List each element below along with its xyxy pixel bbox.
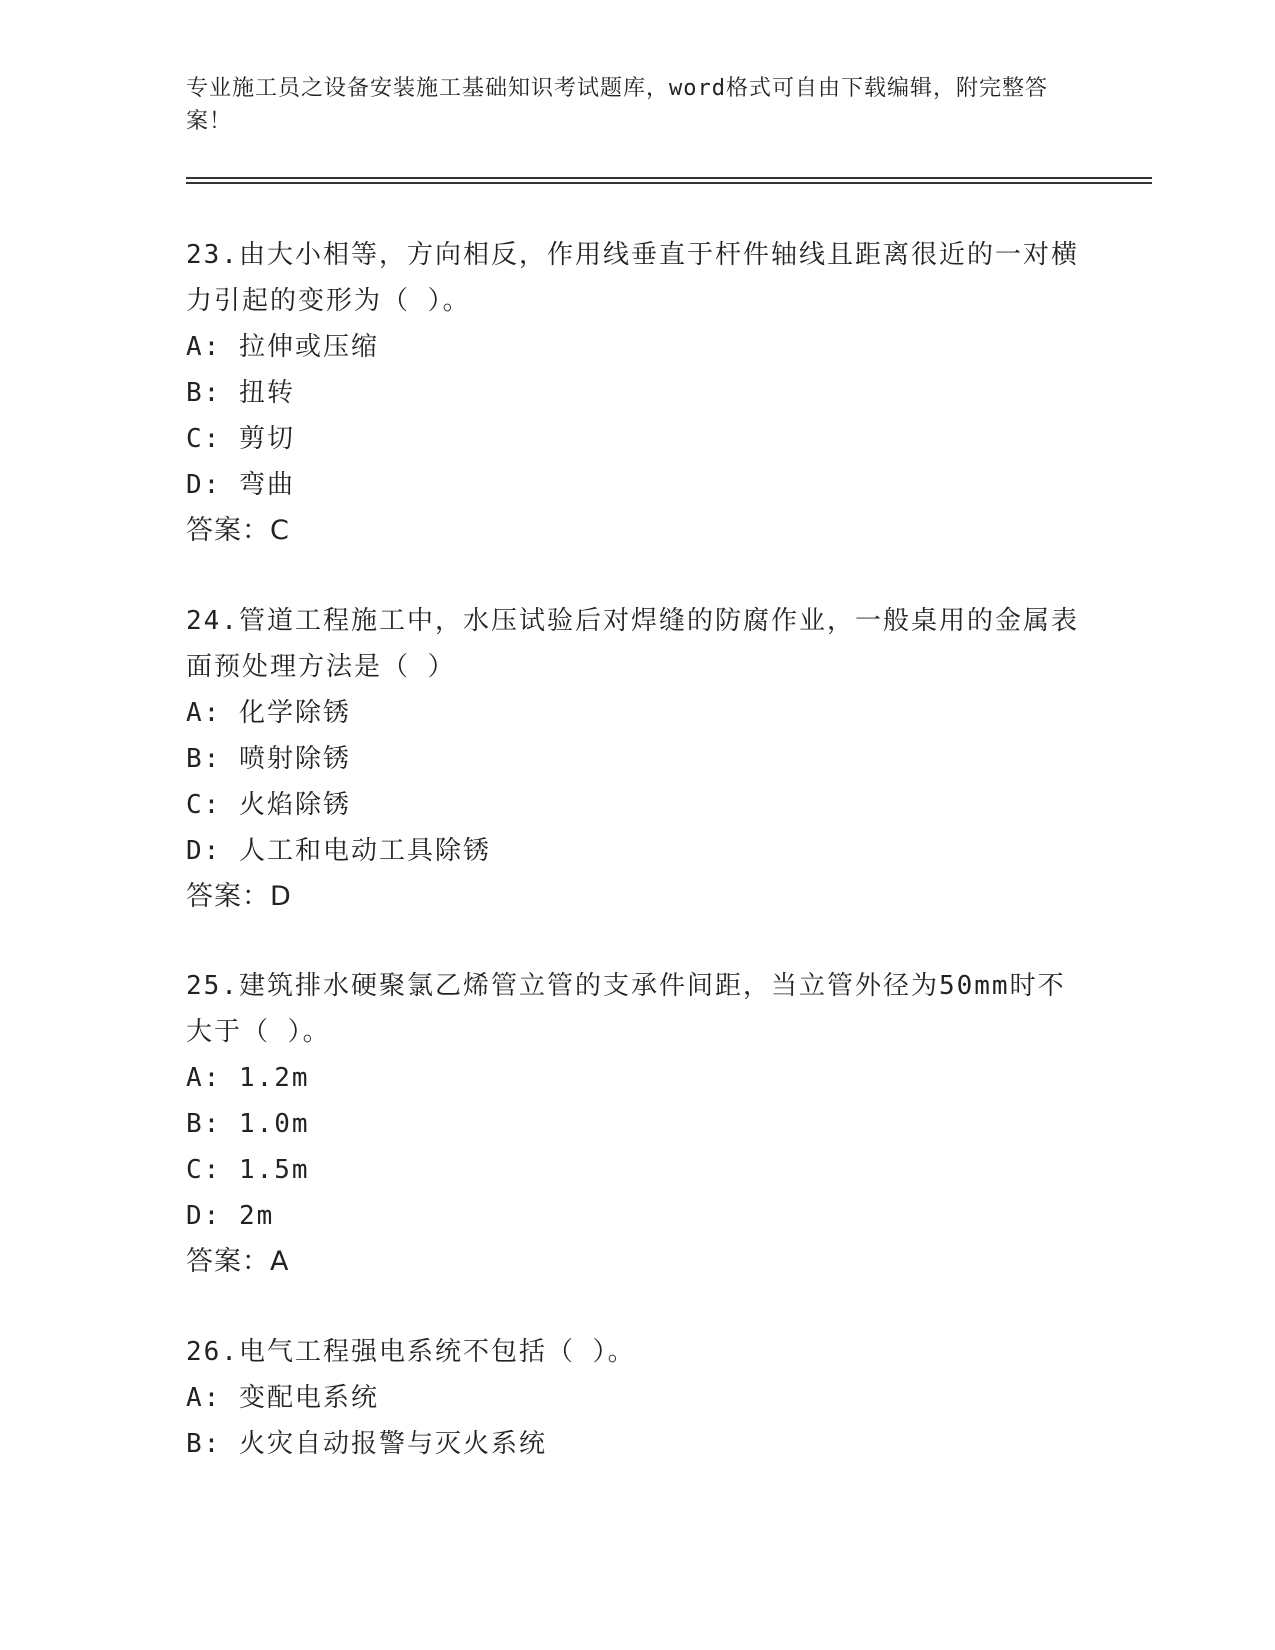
header-rule-top bbox=[186, 177, 1152, 179]
question-24 bbox=[186, 598, 1086, 920]
option-d: D: 人工和电动工具除锈 bbox=[186, 836, 491, 866]
answer-line: 答案：D bbox=[186, 881, 292, 912]
question-26 bbox=[186, 1329, 1086, 1467]
option-c: C: 火焰除锈 bbox=[186, 790, 351, 820]
question-stem: 25.建筑排水硬聚氯乙烯管立管的支承件间距，当立管外径为50mm时不大于（ ）。 bbox=[186, 971, 1066, 1047]
option-a: A: 变配电系统 bbox=[186, 1383, 379, 1413]
question-stem: 23.由大小相等，方向相反，作用线垂直于杆件轴线且距离很近的一对横力引起的变形为（ ）。 bbox=[186, 240, 1079, 316]
header-rule-bottom bbox=[186, 182, 1152, 184]
option-b: B: 火灾自动报警与灭火系统 bbox=[186, 1429, 547, 1459]
question-stem: 26.电气工程强电系统不包括（ ）。 bbox=[186, 1337, 636, 1367]
option-a: A: 化学除锈 bbox=[186, 698, 351, 728]
option-d: D: 弯曲 bbox=[186, 470, 295, 500]
option-d: D: 2m bbox=[186, 1201, 275, 1231]
option-b: B: 1.0m bbox=[186, 1109, 310, 1139]
document-header: 专业施工员之设备安装施工基础知识考试题库，word格式可自由下载编辑，附完整答案！ bbox=[186, 76, 1048, 134]
question-stem: 24.管道工程施工中，水压试验后对焊缝的防腐作业，一般桌用的金属表面预处理方法是（ ） bbox=[186, 606, 1079, 682]
option-a: A: 1.2m bbox=[186, 1063, 310, 1093]
option-a: A: 拉伸或压缩 bbox=[186, 332, 379, 362]
option-c: C: 1.5m bbox=[186, 1155, 310, 1185]
answer-line: 答案：A bbox=[186, 1246, 290, 1277]
answer-line: 答案：C bbox=[186, 515, 290, 546]
option-b: B: 扭转 bbox=[186, 378, 295, 408]
question-23 bbox=[186, 232, 1086, 554]
option-c: C: 剪切 bbox=[186, 424, 295, 454]
question-25 bbox=[186, 963, 1086, 1285]
option-b: B: 喷射除锈 bbox=[186, 744, 351, 774]
